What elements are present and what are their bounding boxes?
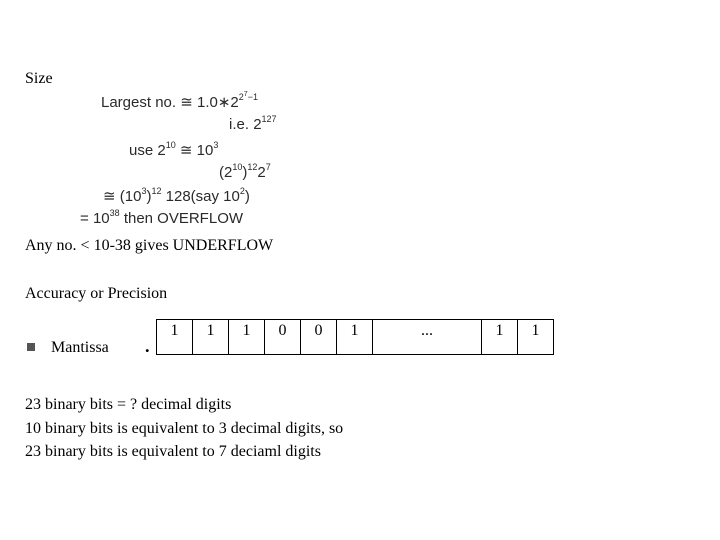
formula-text: 2 (239, 186, 245, 196)
bullet-icon (27, 343, 35, 351)
formula-text: (10 (119, 188, 142, 205)
mantissa-bit-table (156, 319, 554, 355)
formula-text: ) (242, 164, 248, 181)
size-heading: Size (25, 70, 53, 87)
formula-text: 3 (213, 140, 219, 150)
formula-line-largest (101, 93, 258, 111)
formula-text: (2 (219, 164, 233, 181)
formula-text: 10 (92, 210, 110, 227)
formula-text: 128 (165, 188, 191, 205)
formula-line-approx (103, 187, 250, 205)
formula-text: ) (146, 188, 152, 205)
formula-line-ie (229, 116, 277, 133)
formula-text: 2 (230, 94, 239, 111)
formula-text: = (80, 210, 89, 227)
formula-text: Largest no. (101, 94, 177, 111)
bit-cell: 1 (482, 320, 518, 355)
bit-cell: 0 (301, 320, 337, 355)
bit-cell: 0 (265, 320, 301, 355)
formula-text: i.e. (229, 116, 250, 133)
bit-cell-ellipsis: ... (373, 320, 482, 355)
note-line: 23 binary bits is equivalent to 7 deciaml digits (25, 443, 321, 460)
formula-text: 10 (232, 162, 243, 172)
formula-text: ≅ (180, 94, 193, 111)
formula-text: 7 (265, 162, 271, 172)
formula-text: 10 (196, 142, 214, 159)
formula-text: 12 (151, 186, 162, 196)
formula-text: ) (244, 188, 250, 205)
formula-text: 2 (257, 164, 266, 181)
bit-cell: 1 (518, 320, 554, 355)
formula-text: 12 (247, 162, 258, 172)
bit-cell: 1 (157, 320, 193, 355)
formula-text: (say 10 (190, 188, 240, 205)
formula-text: 127 (261, 114, 277, 124)
formula-text: use (129, 142, 154, 159)
accuracy-heading: Accuracy or Precision (25, 285, 168, 302)
formula-text: 7 (243, 91, 248, 98)
binary-point: . (145, 336, 150, 356)
bit-cell: 1 (193, 320, 229, 355)
formula-text: 2 (238, 92, 244, 102)
formula-text: ∗ (217, 94, 231, 111)
note-line: 10 binary bits is equivalent to 3 decimal digits, so (25, 420, 344, 437)
formula-text: 38 (109, 208, 120, 218)
formula-text: 2 (157, 142, 166, 159)
formula-text: ≅ (103, 188, 116, 205)
formula-text: then OVERFLOW (123, 210, 244, 227)
note-line: 23 binary bits = ? decimal digits (25, 396, 232, 413)
formula-line-overflow (80, 210, 243, 227)
bit-cell: 1 (337, 320, 373, 355)
formula-text: 3 (141, 186, 147, 196)
formula-line-use (129, 141, 218, 159)
mantissa-label: Mantissa (51, 339, 109, 356)
formula-text: −1 (247, 92, 258, 102)
underflow-text: Any no. < 10-38 gives UNDERFLOW (25, 237, 274, 254)
formula-text: 2 (253, 116, 262, 133)
formula-text: ≅ (179, 142, 193, 159)
formula-text: 1.0 (196, 94, 218, 111)
formula-line-power (219, 164, 271, 181)
bit-cell: 1 (229, 320, 265, 355)
formula-text: 10 (165, 140, 176, 150)
